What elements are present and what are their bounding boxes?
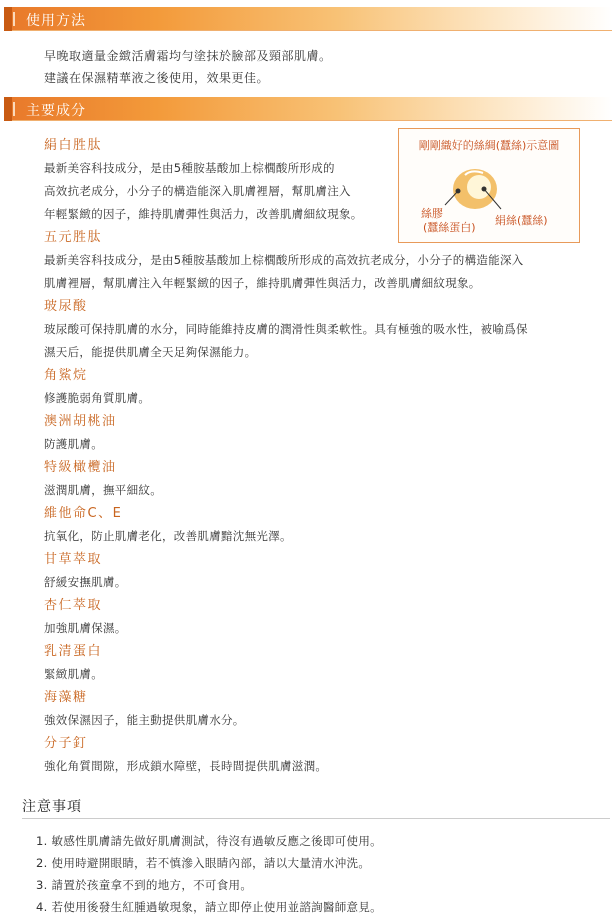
ingredient-item bbox=[44, 548, 600, 594]
header-accent bbox=[4, 7, 12, 31]
notice-item: 1. 敏感性肌膚請先做好肌膚測試，待沒有過敏反應之後即可使用。 bbox=[36, 834, 382, 848]
header-divider-icon bbox=[13, 12, 19, 26]
notice-divider bbox=[22, 818, 610, 819]
ingredients-section-header bbox=[4, 97, 612, 121]
usage-line: 早晚取適量金緻活膚霜均勻塗抹於臉部及頸部肌膚。 bbox=[44, 49, 332, 63]
sericin-label: 絲膠 bbox=[421, 207, 443, 220]
ingredient-name: 杏仁萃取 bbox=[44, 598, 103, 613]
ingredient-item bbox=[44, 732, 600, 778]
ingredient-name: 乳清蛋白 bbox=[44, 644, 103, 659]
ingredient-desc: 修護脆弱角質肌膚。 bbox=[44, 391, 151, 405]
ingredient-desc: 防護肌膚。 bbox=[44, 437, 103, 451]
ingredient-desc bbox=[44, 318, 600, 364]
ingredient-name: 維他命C、E bbox=[44, 506, 123, 521]
ingredient-item bbox=[44, 295, 600, 364]
notice-item: 4. 若使用後發生紅腫過敏現象，請立即停止使用並諮詢醫師意見。 bbox=[36, 900, 382, 914]
desc-line: 肌膚裡層，幫肌膚注入年輕緊緻的因子，維持肌膚彈性與活力，改善肌膚細紋現象。 bbox=[44, 276, 481, 290]
ingredient-item bbox=[44, 686, 600, 732]
notice-title: 注意事項 bbox=[22, 799, 82, 815]
desc-line: 最新美容科技成分，是由5種胺基酸加上棕櫚酸所形成的高效抗老成分，小分子的構造能深入 bbox=[44, 253, 524, 267]
desc-line: 年輕緊緻的因子，維持肌膚彈性與活力，改善肌膚細紋現象。 bbox=[44, 207, 363, 221]
ingredient-name: 分子釘 bbox=[44, 736, 88, 751]
ingredient-desc: 強效保濕因子，能主動提供肌膚水分。 bbox=[44, 713, 245, 727]
ingredient-item bbox=[44, 502, 600, 548]
desc-line: 最新美容科技成分，是由5種胺基酸加上棕櫚酸所形成的 bbox=[44, 161, 335, 175]
ingredient-name: 特級橄欖油 bbox=[44, 460, 117, 475]
notice-item: 3. 請置於孩童拿不到的地方，不可食用。 bbox=[36, 878, 253, 892]
desc-line: 玻尿酸可保持肌膚的水分，同時能維持皮膚的潤滑性與柔軟性。具有極強的吸水性，被喻爲保 bbox=[44, 322, 528, 336]
ingredient-item bbox=[44, 640, 600, 686]
fibroin-core bbox=[467, 175, 491, 199]
usage-title: 使用方法 bbox=[26, 13, 86, 29]
ingredient-desc bbox=[44, 157, 389, 226]
silk-diagram bbox=[398, 128, 580, 243]
ingredient-desc: 滋潤肌膚，撫平細紋。 bbox=[44, 483, 162, 497]
header-divider-icon bbox=[13, 102, 19, 116]
ingredient-name: 澳洲胡桃油 bbox=[44, 414, 117, 429]
ingredient-desc: 舒緩安撫肌膚。 bbox=[44, 575, 127, 589]
notice-list bbox=[36, 830, 382, 918]
ingredient-name: 角鯊烷 bbox=[44, 368, 88, 383]
ingredient-desc: 加強肌膚保濕。 bbox=[44, 621, 127, 635]
ingredient-desc: 強化角質間隙，形成鎖水障壁，長時間提供肌膚滋潤。 bbox=[44, 759, 328, 773]
ingredient-item bbox=[44, 594, 600, 640]
usage-text bbox=[44, 45, 332, 89]
desc-line: 濕天后，能提供肌膚全天足夠保濕能力。 bbox=[44, 345, 257, 359]
ingredient-name: 海藻糖 bbox=[44, 690, 88, 705]
notice-item: 2. 使用時避開眼睛，若不慎滲入眼睛內部，請以大量清水沖洗。 bbox=[36, 856, 371, 870]
usage-line: 建議在保濕精華液之後使用，效果更佳。 bbox=[44, 71, 270, 85]
ingredients-title: 主要成分 bbox=[26, 103, 86, 119]
ingredient-item bbox=[44, 364, 600, 410]
ingredient-item bbox=[44, 456, 600, 502]
fibroin-label: 絹絲(蠶絲) bbox=[495, 214, 548, 227]
diagram-title: 剛剛織好的絲綢(蠶絲)示意圖 bbox=[418, 139, 560, 152]
ingredient-desc: 抗氧化，防止肌膚老化，改善肌膚黯沈無光澤。 bbox=[44, 529, 292, 543]
ingredient-desc: 緊緻肌膚。 bbox=[44, 667, 103, 681]
ingredient-name: 甘草萃取 bbox=[44, 552, 103, 567]
ingredient-name: 玻尿酸 bbox=[44, 299, 88, 314]
header-accent bbox=[4, 97, 12, 121]
desc-line: 高效抗老成分，小分子的構造能深入肌膚裡層，幫肌膚注入 bbox=[44, 184, 351, 198]
ingredient-item bbox=[44, 410, 600, 456]
ingredient-desc bbox=[44, 249, 600, 295]
ingredient-name: 五元胜肽 bbox=[44, 230, 103, 245]
ingredient-name: 絹白胜肽 bbox=[44, 138, 103, 153]
sericin-sublabel: (蠶絲蛋白) bbox=[423, 221, 476, 234]
usage-section-header bbox=[4, 7, 612, 31]
